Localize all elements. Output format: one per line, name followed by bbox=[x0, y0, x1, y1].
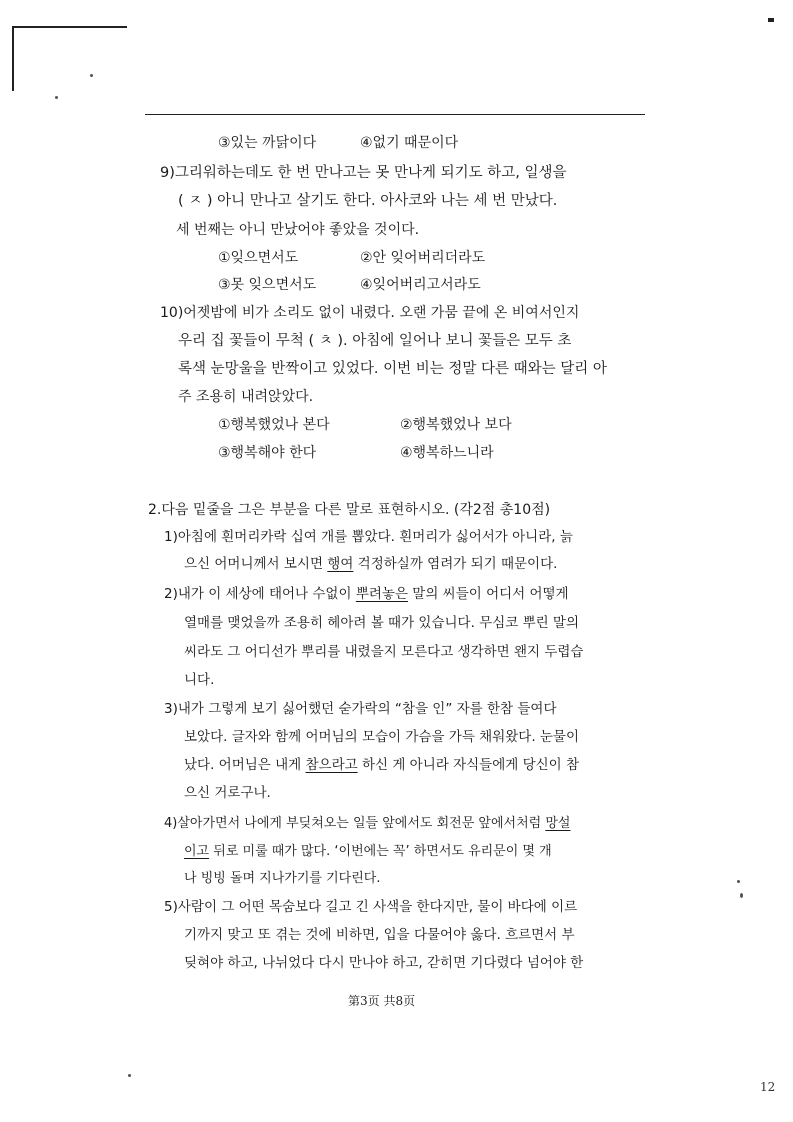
q9-option-4: ④잊어버리고서라도 bbox=[360, 277, 481, 293]
q8-option-3: ③있는 까닭이다 bbox=[218, 135, 317, 151]
item-2-line-1 bbox=[164, 588, 569, 602]
item-3-text-before: 났다. 어머님은 내게 bbox=[184, 757, 306, 773]
corner-mark bbox=[768, 18, 774, 22]
item-3-line-1: 3)내가 그렇게 보기 싫어했던 숟가락의 “참을 인” 자를 한참 들여다 bbox=[164, 701, 557, 717]
item-1-text-after: 걱정하실까 염려가 되기 때문이다. bbox=[353, 556, 558, 572]
item-4-line-3: 나 빙빙 돌며 지나가기를 기다린다. bbox=[184, 871, 381, 886]
item-1-underlined-phrase: 행여 bbox=[327, 556, 354, 572]
scan-speck bbox=[737, 880, 740, 883]
item-4-text-after: 뒤로 미룰 때가 많다. ‘이번에는 꼭’ 하면서도 유리문이 몇 개 bbox=[209, 844, 552, 859]
q10-line-2: 우리 집 꽃들이 무척 ( ㅊ ). 아침에 일어나 보니 꽃들은 모두 초 bbox=[178, 333, 572, 349]
scan-speck bbox=[90, 74, 93, 77]
item-2-text-before: 2)내가 이 세상에 태어나 수없이 bbox=[164, 586, 356, 602]
item-2-underlined-phrase: 뿌려놓은 bbox=[355, 586, 408, 602]
q10-option-1: ①행복했었나 본다 bbox=[218, 417, 330, 433]
section-2-heading: 2.다음 밑줄을 그은 부분을 다른 말로 표현하시오. (각2점 총10점) bbox=[148, 502, 551, 518]
item-5-line-1: 5)사람이 그 어떤 목숨보다 길고 긴 사색을 한다지만, 물이 바다에 이르 bbox=[164, 899, 578, 915]
q9-line-1: 9)그리워하는데도 한 번 만나고는 못 만나게 되기도 하고, 일생을 bbox=[160, 165, 567, 181]
item-4-text-before: 4)살아가면서 나에게 부딪쳐오는 일들 앞에서도 회전문 앞에서처럼 bbox=[164, 816, 546, 831]
item-1-line-1: 1)아침에 흰머리카락 십여 개를 뽑았다. 흰머리가 싫어서가 아니라, 늙 bbox=[164, 529, 573, 545]
page-number: 12 bbox=[760, 1080, 776, 1094]
q10-option-2: ②행복했었나 보다 bbox=[400, 417, 512, 433]
item-3-line-2: 보았다. 글자와 함께 어머님의 모습이 가슴을 가득 채워왔다. 눈물이 bbox=[184, 729, 580, 745]
item-3-underlined-phrase: 참으라고 bbox=[305, 757, 358, 773]
q9-line-2: ( ㅈ ) 아니 만나고 살기도 한다. 아사코와 나는 세 번 만났다. bbox=[178, 193, 558, 209]
q10-line-1: 10)어젯밤에 비가 소리도 없이 내렸다. 오랜 가뭄 끝에 온 비여서인지 bbox=[160, 305, 580, 321]
item-2-line-4: 니다. bbox=[184, 672, 215, 688]
item-1-text-before: 으신 어머니께서 보시면 bbox=[184, 556, 328, 572]
header-rule bbox=[145, 114, 645, 115]
item-4-underlined-phrase-part-1: 망설 bbox=[545, 816, 571, 831]
scan-speck bbox=[740, 893, 743, 898]
item-3-text-after: 하신 게 아니라 자식들에게 당신이 참 bbox=[357, 757, 580, 773]
page-footer: 第3页 共8页 bbox=[348, 994, 416, 1008]
item-2-text-after: 말의 씨들이 어디서 어떻게 bbox=[407, 586, 569, 602]
item-5-line-3: 딪혀야 하고, 나뉘었다 다시 만나야 하고, 갇히면 기다렸다 넘어야 한 bbox=[184, 955, 584, 971]
q8-option-4: ④없기 때문이다 bbox=[360, 135, 459, 151]
item-4-line-1 bbox=[164, 817, 570, 830]
q10-option-3: ③행복해야 한다 bbox=[218, 445, 317, 461]
q10-line-4: 주 조용히 내려앉았다. bbox=[178, 389, 314, 405]
scan-border-left bbox=[12, 26, 14, 91]
item-4-underlined-phrase-part-2: 이고 bbox=[184, 844, 210, 859]
item-1-line-2 bbox=[184, 558, 557, 572]
item-3-line-3 bbox=[184, 759, 579, 773]
item-2-line-2: 열매를 맺었을까 조용히 헤아려 볼 때가 있습니다. 무심코 뿌린 말의 bbox=[184, 615, 580, 631]
scan-speck bbox=[128, 1074, 131, 1077]
item-2-line-3: 씨라도 그 어디선가 뿌리를 내렸을지 모른다고 생각하면 왠지 두렵습 bbox=[184, 644, 584, 660]
item-5-line-2: 기까지 맞고 또 겪는 것에 비하면, 입을 다물어야 옳다. 흐르면서 부 bbox=[184, 927, 575, 943]
q9-option-2: ②안 잊어버리더라도 bbox=[360, 250, 486, 266]
q9-option-1: ①잊으면서도 bbox=[218, 250, 299, 266]
scan-border-top bbox=[12, 26, 127, 28]
q9-option-3: ③못 잊으면서도 bbox=[218, 277, 317, 293]
q9-line-3: 세 번째는 아니 만났어야 좋았을 것이다. bbox=[176, 222, 420, 238]
item-3-line-4: 으신 거로구나. bbox=[184, 785, 271, 801]
scan-speck bbox=[55, 96, 58, 99]
q10-option-4: ④행복하느니라 bbox=[400, 445, 494, 461]
q10-line-3: 록색 눈망울을 반짝이고 있었다. 이번 비는 정말 다른 때와는 달리 아 bbox=[178, 361, 607, 377]
item-4-line-2 bbox=[184, 845, 552, 858]
